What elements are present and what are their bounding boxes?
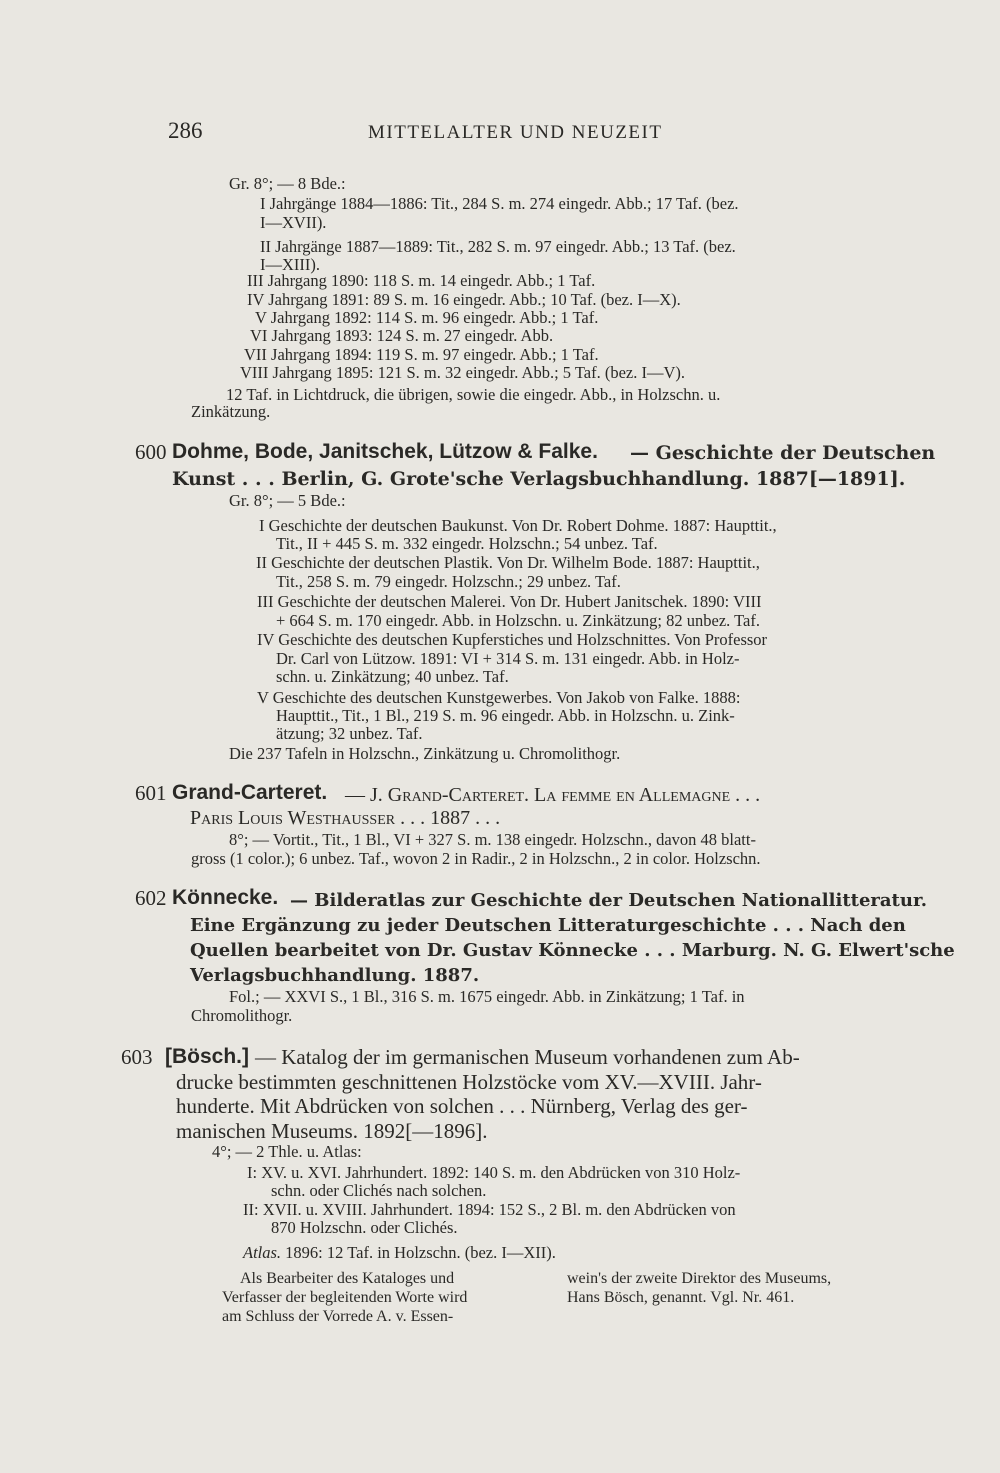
- entry-title: — Bilderatlas zur Geschichte der Deutschen Nationallitteratur.: [290, 890, 928, 911]
- volume-line: 870 Holzschn. oder Clichés.: [271, 1218, 458, 1237]
- entry-title: Paris Louis Westhausser . . . 1887 . . .: [190, 807, 501, 829]
- volume-line: I: XV. u. XVI. Jahrhundert. 1892: 140 S. m. den Abdrücken von 310 Holz-: [247, 1163, 741, 1182]
- entry-format: 4°; — 2 Thle. u. Atlas:: [212, 1142, 362, 1161]
- volume-line: Tit., II + 445 S. m. 332 eingedr. Holzschn.; 54 unbez. Taf.: [276, 534, 658, 553]
- entry-note: Zinkätzung.: [191, 402, 271, 421]
- entry-title: Eine Ergänzung zu jeder Deutschen Litteraturgeschichte . . . Nach den: [190, 915, 906, 936]
- volume-line: II Jahrgänge 1887—1889: Tit., 282 S. m. 97 eingedr. Abb.; 13 Taf. (bez.: [260, 237, 736, 256]
- volume-line: schn. oder Clichés nach solchen.: [271, 1181, 487, 1200]
- volume-line: schn. u. Zinkätzung; 40 unbez. Taf.: [276, 667, 509, 686]
- entry-authors: Dohme, Bode, Janitschek, Lützow & Falke.: [172, 440, 598, 463]
- volume-line: Haupttit., Tit., 1 Bl., 219 S. m. 96 eingedr. Abb. in Holzschn. u. Zink-: [276, 706, 735, 725]
- volume-line: VIII Jahrgang 1895: 121 S. m. 32 eingedr. Abb.; 5 Taf. (bez. I—V).: [240, 363, 686, 382]
- volume-line: I Geschichte der deutschen Baukunst. Von Dr. Robert Dohme. 1887: Haupttit.,: [259, 516, 777, 535]
- atlas-label: Atlas.: [243, 1243, 282, 1262]
- volume-line: V Jahrgang 1892: 114 S. m. 96 eingedr. Abb.; 1 Taf.: [255, 308, 599, 327]
- volume-line: VI Jahrgang 1893: 124 S. m. 27 eingedr. Abb.: [250, 326, 554, 345]
- volume-line: Dr. Carl von Lützow. 1891: VI + 314 S. m. 131 eingedr. Abb. in Holz-: [276, 649, 740, 668]
- entry-description: 8°; — Vortit., Tit., 1 Bl., VI + 327 S. m. 138 eingedr. Holzschn., davon 48 blatt-: [229, 830, 756, 849]
- entry-format: Gr. 8°; — 8 Bde.:: [229, 174, 346, 193]
- entry-number: 600: [135, 440, 167, 464]
- entry-number: 603: [121, 1045, 153, 1069]
- entry-title: Kunst . . . Berlin, G. Grote'sche Verlagsbuchhandlung. 1887[—1891].: [172, 468, 906, 490]
- volume-line: III Geschichte der deutschen Malerei. Von Dr. Hubert Janitschek. 1890: VIII: [257, 592, 762, 611]
- volume-line: VII Jahrgang 1894: 119 S. m. 97 eingedr. Abb.; 1 Taf.: [244, 345, 599, 364]
- volume-line: II Geschichte der deutschen Plastik. Von Dr. Wilhelm Bode. 1887: Haupttit.,: [256, 553, 760, 572]
- page-number: 286: [168, 118, 203, 143]
- volume-line: I—XVII).: [260, 213, 327, 232]
- entry-title: Quellen bearbeitet von Dr. Gustav Könnecke . . . Marburg. N. G. Elwert'sche: [190, 940, 955, 961]
- entry-title: manischen Museums. 1892[—1896].: [176, 1119, 488, 1143]
- entry-description: gross (1 color.); 6 unbez. Taf., wovon 2 in Radir., 2 in Holzschn., 2 in color. Holzschn.: [191, 849, 761, 868]
- entry-title: — J. Grand-Carteret. La femme en Allemagne . . .: [345, 784, 761, 806]
- volume-line: IV Jahrgang 1891: 89 S. m. 16 eingedr. Abb.; 10 Taf. (bez. I—X).: [247, 290, 681, 309]
- volume-line: V Geschichte des deutschen Kunstgewerbes. Von Jakob von Falke. 1888:: [257, 688, 741, 707]
- entry-format: Gr. 8°; — 5 Bde.:: [229, 491, 346, 510]
- entry-author: Könnecke.: [172, 886, 279, 909]
- volume-line: + 664 S. m. 170 eingedr. Abb. in Holzschn. u. Zinkätzung; 82 unbez. Taf.: [276, 611, 760, 630]
- atlas-line: 1896: 12 Taf. in Holzschn. (bez. I—XII).: [285, 1243, 556, 1262]
- entry-title: — Katalog der im germanischen Museum vorhandenen zum Ab-: [255, 1045, 800, 1069]
- entry-number: 601: [135, 781, 167, 805]
- note-right-line: wein's der zweite Direktor des Museums,: [567, 1270, 832, 1287]
- note-left-line: Verfasser der begleitenden Worte wird: [222, 1289, 468, 1306]
- entry-title: — Geschichte der Deutschen: [630, 442, 936, 464]
- note-right-line: Hans Bösch, genannt. Vgl. Nr. 461.: [567, 1289, 795, 1306]
- entry-title: Verlagsbuchhandlung. 1887.: [190, 965, 480, 986]
- entry-author: Grand-Carteret.: [172, 781, 328, 804]
- entry-title: drucke bestimmten geschnittenen Holzstöcke vom XV.—XVIII. Jahr-: [176, 1070, 762, 1094]
- volume-line: ätzung; 32 unbez. Taf.: [276, 724, 423, 743]
- volume-line: III Jahrgang 1890: 118 S. m. 14 eingedr. Abb.; 1 Taf.: [247, 271, 596, 290]
- volume-line: I Jahrgänge 1884—1886: Tit., 284 S. m. 274 eingedr. Abb.; 17 Taf. (bez.: [260, 194, 739, 213]
- entry-author: [Bösch.]: [165, 1045, 249, 1068]
- note-left-line: Als Bearbeiter des Kataloges und: [240, 1270, 455, 1287]
- volume-line: IV Geschichte des deutschen Kupferstiches und Holzschnittes. Von Professor: [257, 630, 768, 649]
- entry-number: 602: [135, 886, 167, 910]
- running-title: MITTELALTER UND NEUZEIT: [368, 122, 663, 143]
- note-left-line: am Schluss der Vorrede A. v. Essen-: [222, 1308, 454, 1325]
- volume-line: II: XVII. u. XVIII. Jahrhundert. 1894: 152 S., 2 Bl. m. den Abdrücken von: [243, 1200, 736, 1219]
- entry-note: Die 237 Tafeln in Holzschn., Zinkätzung u. Chromolithogr.: [229, 744, 621, 763]
- entry-description: Fol.; — XXVI S., 1 Bl., 316 S. m. 1675 eingedr. Abb. in Zinkätzung; 1 Taf. in: [229, 987, 745, 1006]
- entry-title: hunderte. Mit Abdrücken von solchen . . . Nürnberg, Verlag des ger-: [176, 1094, 748, 1118]
- volume-line: Tit., 258 S. m. 79 eingedr. Holzschn.; 29 unbez. Taf.: [276, 572, 621, 591]
- entry-description: Chromolithogr.: [191, 1006, 293, 1025]
- volume-line: I—XIII).: [260, 255, 321, 274]
- entry-note: 12 Taf. in Lichtdruck, die übrigen, sowie die eingedr. Abb., in Holzschn. u.: [226, 385, 721, 404]
